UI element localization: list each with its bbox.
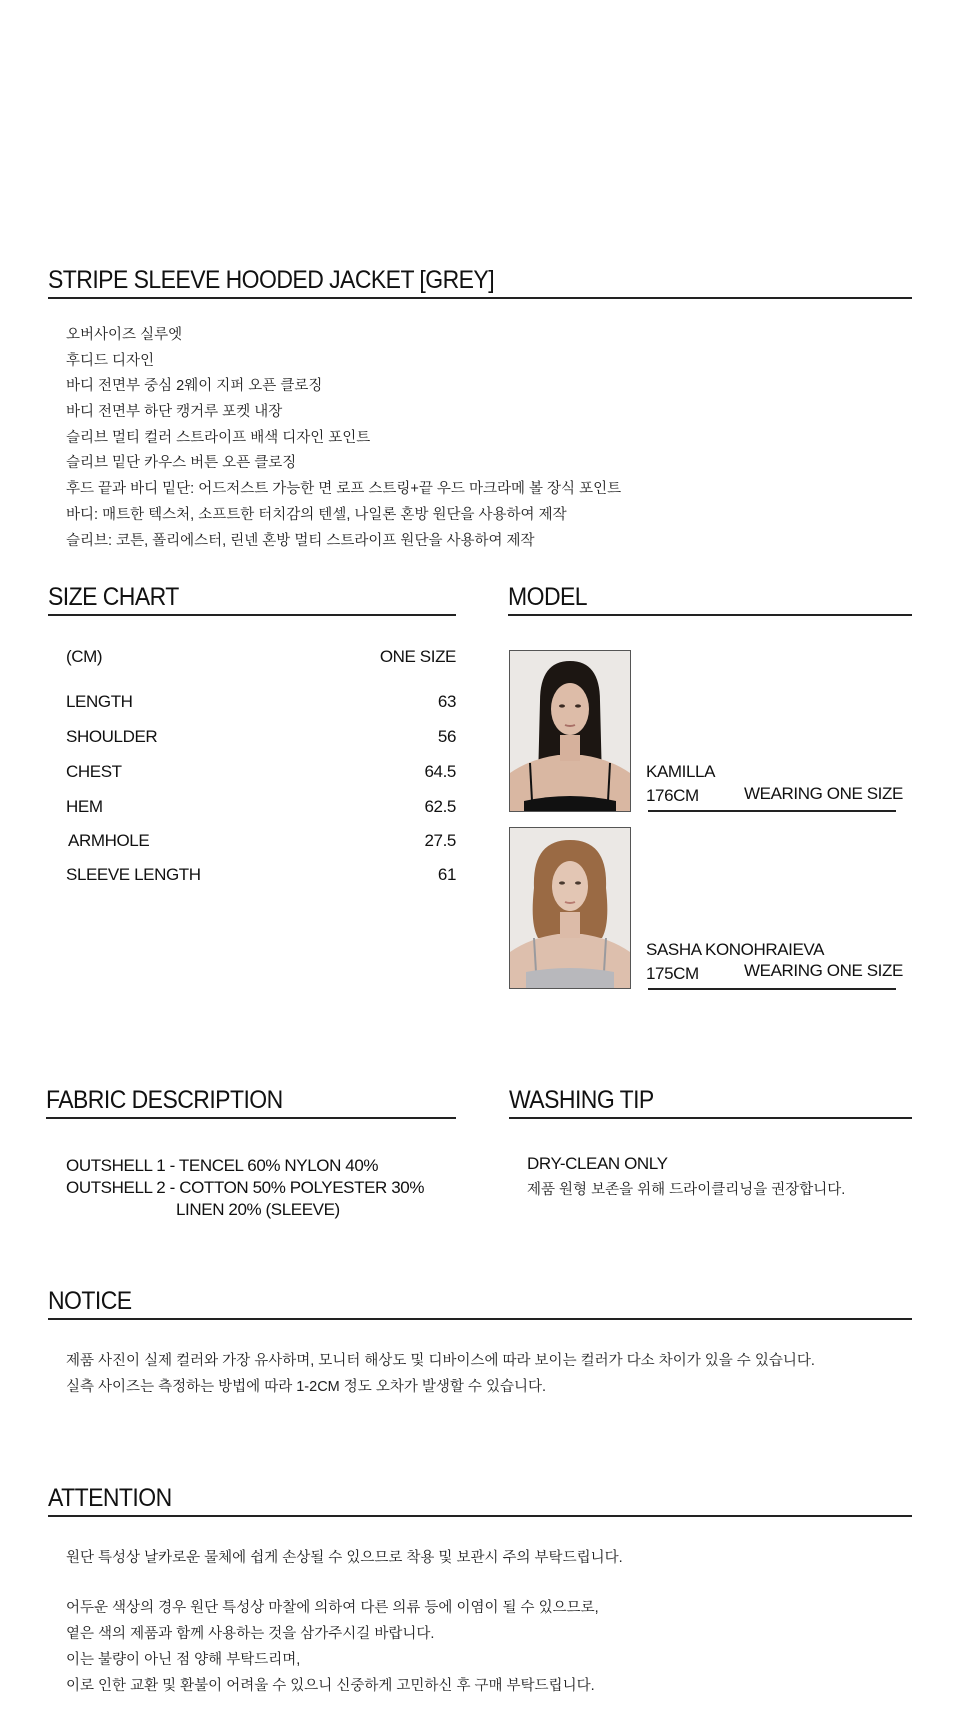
model-portrait-kamilla (510, 651, 630, 811)
notice-text (66, 1348, 815, 1400)
feature-item: 바디: 매트한 텍스처, 소프트한 터치감의 텐셀, 나일론 혼방 원단을 사용하여 제작 (66, 506, 567, 523)
washing-note: 제품 원형 보존을 위해 드라이클리닝을 권장합니다. (527, 1182, 846, 1198)
size-row-label: SHOULDER (66, 727, 158, 746)
size-row-value: 62.5 (424, 797, 456, 816)
attention-title: ATTENTION (48, 1484, 172, 1512)
size-row-value: 61 (437, 865, 456, 884)
fabric-divider (46, 1117, 456, 1119)
model-wearing: WEARING ONE SIZE (744, 961, 903, 980)
model-2-top (526, 968, 614, 988)
feature-list (66, 323, 621, 554)
model-photo-kamilla (509, 650, 631, 812)
size-row-label: ARMHOLE (68, 831, 150, 850)
feature-item: 오버사이즈 실루엣 (66, 327, 183, 343)
size-row-value: 27.5 (424, 831, 456, 850)
product-title: STRIPE SLEEVE HOODED JACKET [GREY] (48, 266, 495, 294)
title-divider (48, 297, 912, 299)
model-divider (648, 810, 896, 812)
model-name: KAMILLA (646, 762, 716, 781)
model-height: 175CM (646, 964, 699, 983)
size-label: ONE SIZE (379, 647, 456, 666)
attention-text (66, 1595, 599, 1699)
unit-label: (CM) (66, 647, 103, 666)
attention-line: 옅은 색의 제품과 함께 사용하는 것을 삼가주시길 바랍니다. (66, 1626, 435, 1642)
fabric-line: LINEN 20% (SLEEVE) (176, 1200, 340, 1219)
attention-line: 원단 특성상 날카로운 물체에 쉽게 손상될 수 있으므로 착용 및 보관시 주의 부탁드립니다. (66, 1550, 623, 1566)
notice-title: NOTICE (48, 1287, 132, 1315)
fabric-line: OUTSHELL 1 - TENCEL 60% NYLON 40% (66, 1156, 379, 1175)
size-row-label: SLEEVE LENGTH (66, 865, 201, 884)
model-divider (648, 988, 896, 990)
notice-divider (48, 1318, 912, 1320)
model-portrait-sasha (510, 828, 630, 988)
model-photo-sasha (509, 827, 631, 989)
attention-line: 이로 인한 교환 및 환불이 어려울 수 있으니 신중하게 고민하신 후 구매 부탁드립니다. (66, 1678, 595, 1694)
size-chart-divider (48, 614, 456, 616)
washing-title: WASHING TIP (509, 1086, 654, 1114)
fabric-line: OUTSHELL 2 - COTTON 50% POLYESTER 30% (66, 1178, 425, 1197)
feature-item: 바디 전면부 하단 캥거루 포켓 내장 (66, 404, 283, 421)
feature-item: 바디 전면부 중심 2웨이 지퍼 오픈 클로징 (66, 378, 323, 395)
model-wearing: WEARING ONE SIZE (744, 784, 903, 803)
size-row-label: CHEST (66, 762, 122, 781)
feature-item: 슬리브 멀티 컬러 스트라이프 배색 디자인 포인트 (66, 429, 371, 446)
attention-line: 이는 불량이 아닌 점 양해 부탁드리며, (66, 1652, 301, 1668)
model-name: SASHA KONOHRAIEVA (646, 940, 825, 959)
feature-item: 슬리브 밑단 카우스 버튼 오픈 클로징 (66, 455, 297, 472)
notice-line: 제품 사진이 실제 컬러와 가장 유사하며, 모니터 해상도 및 디바이스에 따라 보이는 컬러가 다소 차이가 있을 수 있습니다. (66, 1353, 815, 1369)
attention-line: 어두운 색상의 경우 원단 특성상 마찰에 의하여 다른 의류 등에 이염이 될 수 있으므로, (66, 1600, 599, 1616)
model-height: 176CM (646, 786, 699, 805)
model-divider (508, 614, 912, 616)
size-row-label: LENGTH (66, 692, 133, 711)
size-row-value: 63 (437, 692, 456, 711)
washing-divider (509, 1117, 912, 1119)
feature-item: 슬리브: 코튼, 폴리에스터, 린넨 혼방 멀티 스트라이프 원단을 사용하여 제작 (66, 532, 535, 549)
notice-line: 실측 사이즈는 측정하는 방법에 따라 1-2CM 정도 오차가 발생할 수 있습니다. (66, 1379, 547, 1395)
size-chart-title: SIZE CHART (48, 583, 179, 611)
feature-item: 후드 끝과 바디 밑단: 어드저스트 가능한 면 로프 스트링+끝 우드 마크라메 볼 장식 포인트 (66, 481, 622, 498)
size-row-value: 64.5 (424, 762, 456, 781)
feature-item: 후디드 디자인 (66, 352, 155, 369)
attention-divider (48, 1515, 912, 1517)
size-row-label: HEM (66, 797, 103, 816)
fabric-title: FABRIC DESCRIPTION (46, 1086, 283, 1114)
model-title: MODEL (508, 583, 588, 611)
washing-line: DRY-CLEAN ONLY (527, 1154, 668, 1173)
size-row-value: 56 (437, 727, 456, 746)
